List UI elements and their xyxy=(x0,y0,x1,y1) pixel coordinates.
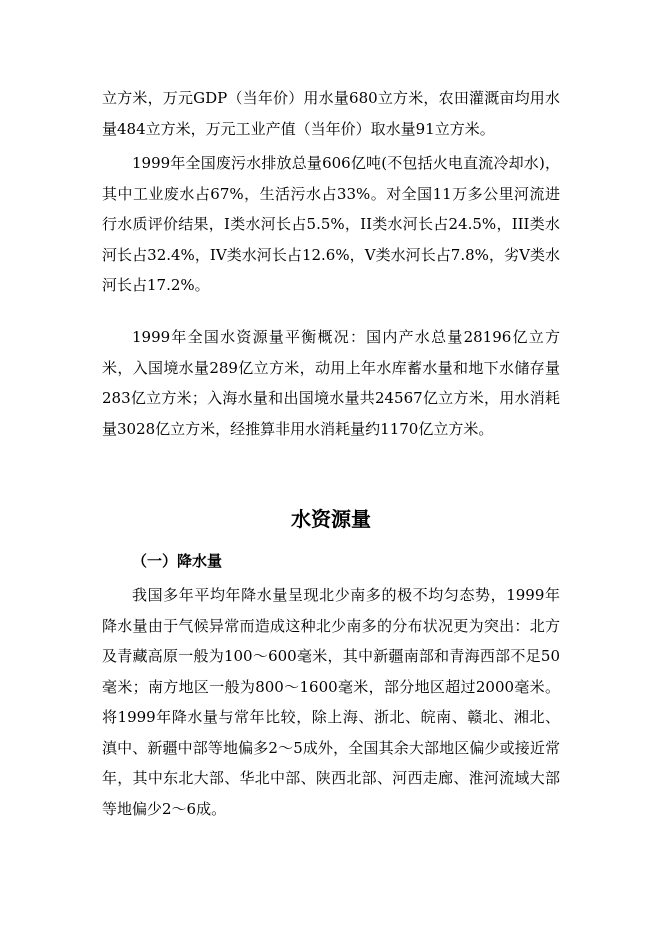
paragraph-wastewater: 1999年全国废污水排放总量606亿吨(不包括火电直流冷却水)，其中工业废水占67%，生活污水占33%。对全国11万多公里河流进行水质评价结果，I类水河长占5.5%，II类水河长占24.5%，III类水河长占32.4%，IV类水河长占12.6%，V类水河长占7.8%，劣V类水河长占17.2%。 xyxy=(102,154,560,294)
section-title: 水资源量 xyxy=(291,507,371,531)
paragraph-precipitation: 我国多年平均年降水量呈现北少南多的极不均匀态势，1999年降水量由于气候异常而造成这种北少南多的分布状况更为突出：北方及青藏高原一般为100～600毫米，其中新疆南部和青海西部不足50毫米；南方地区一般为800～1600毫米，部分地区超过2000毫米。将1999年降水量与常年比较，除上海、浙北、皖南、赣北、湘北、滇中、新疆中部等地偏多2～5成外，全国其余大部地区偏少或接近常年，其中东北大部、华北中部、陕西北部、河西走廊、淮河流域大部等地偏少2～6成。 xyxy=(102,586,560,818)
paragraph-water-use: 立方米，万元GDP（当年价）用水量680立方米，农田灌溉亩均用水量484立方米，万元工业产值（当年价）取水量91立方米。 xyxy=(102,89,560,138)
paragraph-water-balance: 1999年全国水资源量平衡概况：国内产水总量28196亿立方米，入国境水量289亿立方米，动用上年水库蓄水量和地下水储存量283亿立方米；入海水量和出国境水量共24567亿立方米，用水消耗量3028亿立方米，经推算非用水消耗量约1170亿立方米。 xyxy=(102,328,560,438)
subsection-title: （一）降水量 xyxy=(132,552,223,570)
